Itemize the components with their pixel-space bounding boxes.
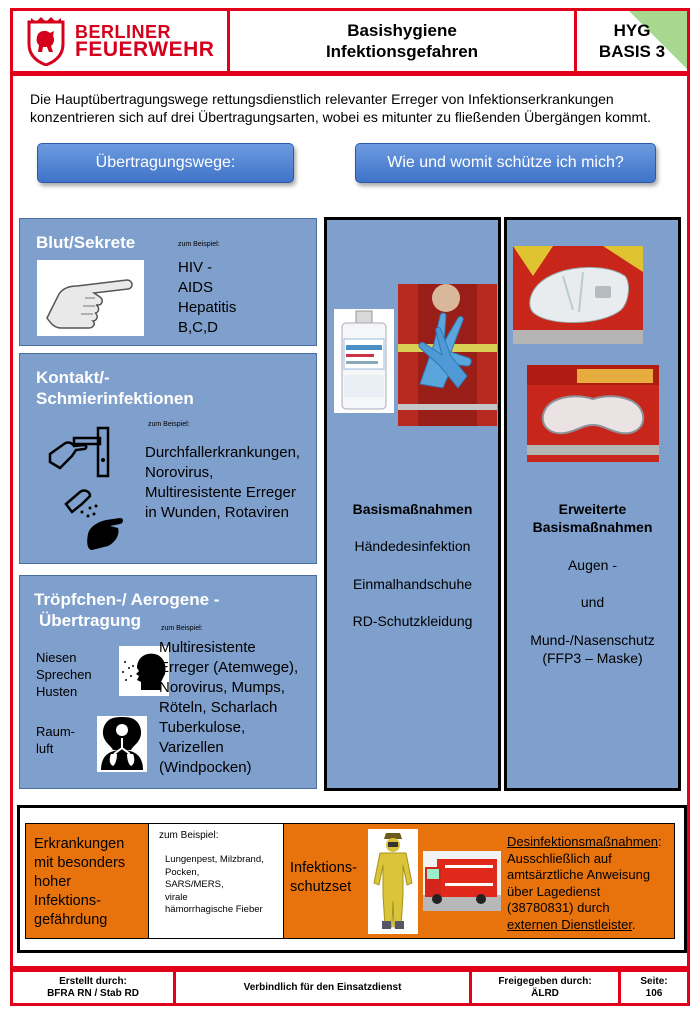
- blood-item: HIV -: [178, 259, 213, 276]
- basic-item: RD-Schutzkleidung: [352, 613, 473, 629]
- high-risk-examples-box: [148, 823, 284, 939]
- panel-blood-secretions: [19, 218, 317, 346]
- hazmat-suit-photo: [368, 829, 418, 934]
- protection-set-line1: Infektions-: [290, 860, 357, 876]
- disinfection-line: Ausschließlich auf: [507, 850, 612, 866]
- high-risk-line: hoher: [34, 874, 72, 890]
- droplet-item: Norovirus, Mumps,: [159, 679, 285, 696]
- basic-heading: Basismaßnahmen: [352, 501, 473, 517]
- footer-approved-by: [469, 969, 621, 1006]
- protection-button: Wie und womit schütze ich mich?: [355, 143, 656, 183]
- logo-box: [10, 8, 230, 74]
- example-item: Pocken,: [165, 866, 200, 878]
- ffp3-mask-icon: [513, 246, 643, 344]
- droplet-label: Raum-: [36, 724, 76, 739]
- panel-droplet-note: zum Beispiel:: [161, 625, 203, 632]
- disinfectant-bottle-photo: [334, 309, 394, 413]
- fire-truck-photo: [423, 851, 501, 911]
- document-title-box: [227, 8, 577, 74]
- droplet-item: (Windpocken): [159, 759, 252, 776]
- title-line1: Basishygiene: [347, 21, 457, 40]
- fire-truck-icon: [423, 851, 501, 911]
- panel-blood-title: Blut/Sekrete: [36, 233, 136, 252]
- gloves-photo: [398, 284, 497, 426]
- panel-contact-note: zum Beispiel:: [148, 421, 190, 428]
- footer-created-by: [10, 969, 176, 1006]
- document-code-box: [574, 8, 690, 74]
- page-label: Seite:: [640, 975, 668, 987]
- high-risk-line: gefährdung: [34, 912, 108, 928]
- hazmat-suit-icon: [368, 829, 418, 934]
- binding-text: Verbindlich für den Einsatzdienst: [243, 981, 402, 993]
- examples-note: zum Beispiel:: [159, 830, 219, 841]
- pointing-hand-icon: [37, 260, 144, 336]
- panel-blood-note: zum Beispiel:: [178, 241, 220, 248]
- disinfection-line: amtsärztliche Anweisung: [507, 867, 651, 882]
- contact-item: in Wunden, Rotaviren: [145, 504, 289, 521]
- extended-heading-line1: Erweiterte: [558, 501, 627, 517]
- disinfection-text: [507, 834, 662, 933]
- extended-item: (FFP3 – Maske): [542, 650, 643, 666]
- high-risk-line: Erkrankungen: [34, 836, 125, 852]
- high-risk-line: Infektions-: [34, 893, 101, 909]
- blood-item: B,C,D: [178, 319, 219, 336]
- droplet-item: Erreger (Atemwege),: [159, 659, 299, 676]
- example-item: SARS/MERS,: [165, 879, 224, 890]
- external-provider: externen Dienstleister: [507, 916, 633, 932]
- extended-heading-line2: Basismaßnahmen: [532, 519, 653, 535]
- blood-item: AIDS: [178, 279, 214, 296]
- extended-item: und: [580, 594, 605, 610]
- panel-droplet-title-line1: Tröpfchen-/ Aerogene -: [34, 590, 220, 609]
- disinfection-colon: :: [658, 834, 662, 849]
- panel-droplet-title-line2: Übertragung: [39, 611, 141, 630]
- droplet-item: Tuberkulose,: [159, 719, 246, 736]
- column-basic-measures: [324, 217, 501, 791]
- example-item: Lungenpest, Milzbrand,: [165, 854, 264, 865]
- contact-item: Durchfallerkrankungen,: [145, 444, 301, 461]
- disinfection-title: Desinfektionsmaßnahmen: [507, 834, 659, 849]
- high-risk-line: mit besonders: [34, 855, 126, 871]
- extended-item: Augen -: [567, 557, 618, 573]
- intro-text: Die Hauptübertragungswege rettungsdienstlich relevanter Erreger von Infektionserkrankungen konzentrieren sich auf drei Übertragungsarten, wobei es mitunter zu fließenden Übergängen kommt.: [30, 91, 651, 125]
- approved-value: ÄLRD: [531, 987, 559, 999]
- safety-goggles-photo: [527, 365, 659, 462]
- droplet-label: Husten: [36, 684, 78, 699]
- hand-door-handle-icon: [46, 424, 126, 484]
- protection-set-box: [283, 823, 675, 939]
- created-label: Erstellt durch:: [59, 975, 127, 987]
- berlin-bear-crest-icon: [23, 16, 69, 66]
- blood-item: Hepatitis: [178, 299, 237, 316]
- transmission-routes-button: Übertragungswege:: [37, 143, 294, 183]
- disinfection-line: (38780831) durch: [507, 900, 610, 915]
- basic-item: Händedesinfektion: [354, 538, 471, 554]
- ffp3-mask-photo: [513, 246, 643, 344]
- droplet-label: Sprechen: [36, 667, 92, 682]
- code-line1: HYG: [613, 21, 651, 40]
- disinfectant-bottle-icon: [334, 309, 394, 413]
- contact-item: Norovirus,: [145, 464, 214, 481]
- contact-item: Multiresistente Erreger: [145, 484, 296, 501]
- extended-item: Mund-/Nasenschutz: [530, 632, 655, 648]
- droplet-item: Varizellen: [159, 739, 224, 756]
- panel-contact-title-line2: Schmierinfektionen: [36, 389, 194, 408]
- droplet-item: Multiresistente: [159, 639, 256, 656]
- page-value: 106: [645, 987, 663, 999]
- panel-droplet-aerogene: [19, 575, 317, 789]
- disinfection-line: über Lagedienst: [507, 883, 601, 899]
- code-line2: BASIS 3: [598, 42, 666, 61]
- panel-contact-title-line1: Kontakt/-: [36, 368, 110, 387]
- high-risk-label-box: [25, 823, 149, 939]
- safety-goggles-icon: [527, 365, 659, 462]
- title-line2: Infektionsgefahren: [325, 42, 479, 61]
- droplet-label: luft: [36, 741, 54, 756]
- panel-contact-infection: [19, 353, 317, 564]
- protection-set-line2: schutzset: [290, 879, 352, 895]
- column-extended-measures: [504, 217, 681, 791]
- footer-binding: [173, 969, 472, 1006]
- disinfection-period: .: [632, 916, 636, 932]
- created-value: BFRA RN / Stab RD: [47, 987, 139, 999]
- lungs-person-icon: [97, 716, 147, 772]
- example-item: hämorrhagische Fieber: [165, 904, 263, 915]
- pointing-hand-photo: [37, 260, 144, 336]
- logo-line2: FEUERWEHR: [75, 38, 215, 61]
- approved-label: Freigegeben durch:: [498, 975, 592, 987]
- hand-disinfection-icon: [60, 484, 130, 554]
- example-item: virale: [165, 891, 188, 903]
- logo-line1: BERLINER: [75, 22, 172, 42]
- droplet-item: Röteln, Scharlach: [159, 699, 278, 716]
- basic-item: Einmalhandschuhe: [352, 576, 473, 592]
- blue-gloves-icon: [398, 284, 497, 426]
- droplet-label: Niesen: [36, 650, 77, 665]
- footer-page: [618, 969, 690, 1006]
